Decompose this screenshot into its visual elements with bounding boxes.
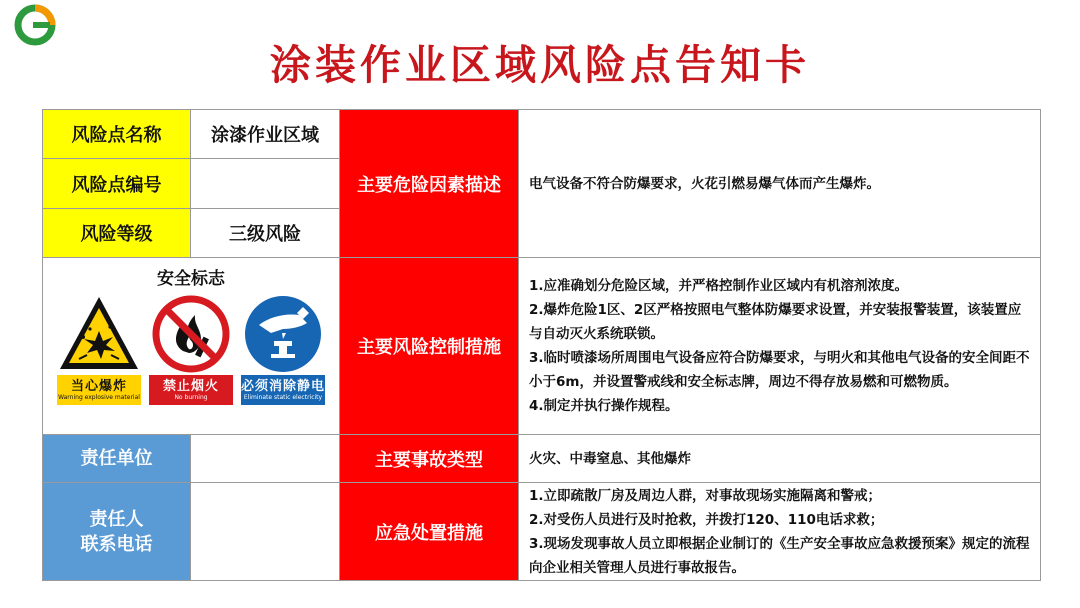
hazard-text: 电气设备不符合防爆要求，火花引燃易爆气体而产生爆炸。 bbox=[519, 110, 1041, 258]
emergency-item: 1.立即疏散厂房及周边人群，对事故现场实施隔离和警戒； bbox=[529, 487, 882, 504]
control-item: 3.临时喷漆场所周围电气设备应符合防爆要求，与明火和其他电气设备的安全间距不小于6m，并设置警戒线和安全标志牌，周边不得存放易燃和可燃物质。 bbox=[529, 350, 1030, 390]
sign-explosion-en: Warning explosive material bbox=[58, 393, 140, 401]
risk-card-table bbox=[42, 109, 1041, 581]
control-measures bbox=[519, 258, 1041, 435]
no-burning-icon bbox=[149, 293, 233, 375]
sign-no-burning bbox=[147, 293, 235, 405]
risk-point-name-label: 风险点名称 bbox=[43, 110, 191, 159]
sign-no-burning-en: No burning bbox=[174, 393, 208, 401]
sign-explosion-plate bbox=[57, 375, 141, 405]
contact-label bbox=[43, 483, 191, 581]
risk-point-number-value bbox=[191, 159, 340, 209]
control-label: 主要风险控制措施 bbox=[340, 258, 519, 435]
accident-type-label: 主要事故类型 bbox=[340, 435, 519, 483]
sign-eliminate-static-en: Eliminate static electricity bbox=[243, 393, 323, 401]
sign-eliminate-static bbox=[239, 293, 327, 405]
risk-point-number-label: 风险点编号 bbox=[43, 159, 191, 209]
risk-point-name-value: 涂漆作业区域 bbox=[191, 110, 340, 159]
accident-type-text: 火灾、中毒窒息、其他爆炸 bbox=[519, 435, 1041, 483]
safety-signs-title: 安全标志 bbox=[157, 269, 225, 289]
contact-label-line2: 联系电话 bbox=[80, 533, 153, 555]
control-item: 4.制定并执行操作规程。 bbox=[529, 398, 679, 414]
emergency-label: 应急处置措施 bbox=[340, 483, 519, 581]
contact-label-line1: 责任人 bbox=[89, 508, 144, 530]
responsible-unit-label: 责任单位 bbox=[43, 435, 191, 483]
safety-signs-row bbox=[43, 293, 339, 405]
safety-signs-cell bbox=[43, 258, 340, 435]
responsible-unit-value bbox=[191, 435, 340, 483]
emergency-measures bbox=[519, 483, 1041, 581]
risk-level-value: 三级风险 bbox=[191, 209, 340, 258]
risk-level-label: 风险等级 bbox=[43, 209, 191, 258]
sign-explosion-warning bbox=[55, 293, 143, 405]
emergency-item: 2.对受伤人员进行及时抢救，并拨打120、110电话求救； bbox=[529, 511, 884, 528]
sign-eliminate-static-plate bbox=[241, 375, 325, 405]
page-title: 涂装作业区域风险点告知卡 bbox=[270, 41, 810, 89]
sign-no-burning-plate bbox=[149, 375, 233, 405]
sign-explosion-zh: 当心爆炸 bbox=[70, 378, 127, 394]
control-item: 1.应准确划分危险区域，并严格控制作业区域内有机溶剂浓度。 bbox=[529, 278, 909, 294]
emergency-item: 3.现场发现事故人员立即根据企业制订的《生产安全事故应急救援预案》规定的流程向企业相关管理人员进行事故报告。 bbox=[529, 535, 1030, 576]
control-item: 2.爆炸危险1区、2区严格按照电气整体防爆要求设置，并安装报警装置，该装置应与自动灭火系统联锁。 bbox=[529, 302, 1022, 342]
sign-eliminate-static-zh: 必须消除静电 bbox=[241, 378, 326, 394]
contact-value bbox=[191, 483, 340, 581]
eliminate-static-icon bbox=[241, 293, 325, 375]
explosion-warning-icon bbox=[57, 293, 141, 375]
sign-no-burning-zh: 禁止烟火 bbox=[162, 378, 219, 394]
hazard-label: 主要危险因素描述 bbox=[340, 110, 519, 258]
